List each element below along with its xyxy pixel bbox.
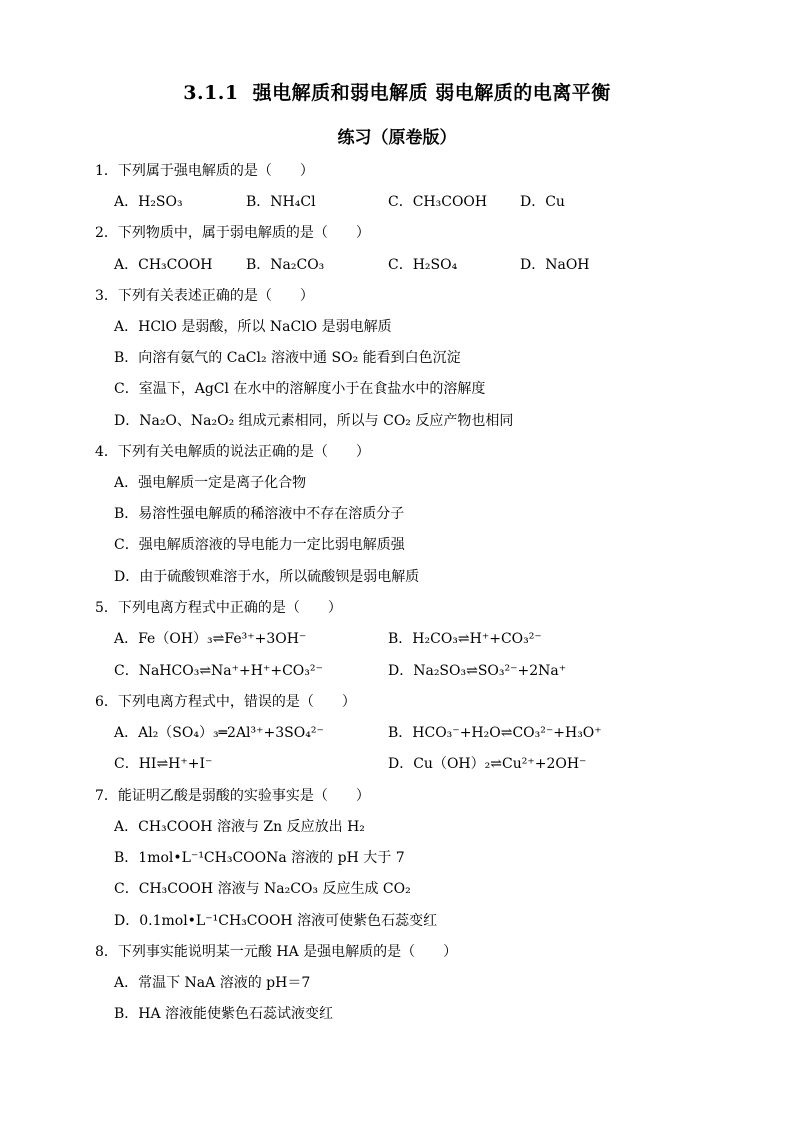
question-4-option-c: C．强电解质溶液的导电能力一定比弱电解质强 (114, 537, 405, 553)
question-6-option-d: D．Cu（OH）₂⇌Cu²⁺+2OH⁻ (388, 756, 587, 772)
question-1-option-d: D．Cu (520, 194, 565, 210)
question-4-stem: 4．下列有关电解质的说法正确的是（ ） (95, 444, 370, 460)
question-6-option-c: C．HI⇌H⁺+I⁻ (114, 756, 213, 772)
question-1-option-b: B．NH₄Cl (246, 194, 316, 210)
question-2-option-d: D．NaOH (520, 257, 590, 273)
question-2-option-b: B．Na₂CO₃ (246, 257, 325, 273)
question-3-option-c: C．室温下，AgCl 在水中的溶解度小于在食盐水中的溶解度 (114, 381, 486, 397)
question-5-option-d: D．Na₂SO₃⇌SO₃²⁻+2Na⁺ (388, 663, 567, 679)
question-7-stem: 7．能证明乙酸是弱酸的实验事实是（ ） (95, 788, 370, 804)
question-5-option-b: B．H₂CO₃⇌H⁺+CO₃²⁻ (388, 631, 542, 647)
question-1-option-a: A．H₂SO₃ (114, 194, 183, 210)
question-7-option-d: D．0.1mol•L⁻¹CH₃COOH 溶液可使紫色石蕊变红 (114, 913, 438, 929)
page-subtitle: 练习（原卷版） (337, 128, 457, 148)
question-8-option-a: A．常温下 NaA 溶液的 pH＝7 (114, 975, 311, 991)
page-title (0, 78, 794, 105)
question-1-stem: 1．下列属于强电解质的是（ ） (95, 163, 314, 179)
question-4-option-b: B．易溶性强电解质的稀溶液中不存在溶质分子 (114, 506, 405, 522)
question-7-option-b: B．1mol•L⁻¹CH₃COONa 溶液的 pH 大于 7 (114, 850, 405, 866)
question-3-stem: 3．下列有关表述正确的是（ ） (95, 288, 314, 304)
question-4-option-a: A．强电解质一定是离子化合物 (114, 475, 307, 491)
question-2-option-a: A．CH₃COOH (114, 257, 213, 273)
question-3-option-b: B．向溶有氨气的 CaCl₂ 溶液中通 SO₂ 能看到白色沉淀 (114, 350, 461, 366)
question-5-stem: 5．下列电离方程式中正确的是（ ） (95, 600, 342, 616)
section-title: 强电解质和弱电解质 弱电解质的电离平衡 (252, 82, 611, 104)
question-7-option-a: A．CH₃COOH 溶液与 Zn 反应放出 H₂ (114, 819, 365, 835)
question-2-stem: 2．下列物质中，属于弱电解质的是（ ） (95, 225, 370, 241)
question-2-option-c: C．H₂SO₄ (388, 257, 458, 273)
question-6-stem: 6．下列电离方程式中，错误的是（ ） (95, 694, 356, 710)
question-8-stem: 8．下列事实能说明某一元酸 HA 是强电解质的是（ ） (95, 944, 458, 960)
section-number: 3.1.1 (183, 82, 239, 104)
question-4-option-d: D．由于硫酸钡难溶于水，所以硫酸钡是弱电解质 (114, 569, 420, 585)
question-5-option-c: C．NaHCO₃⇌Na⁺+H⁺+CO₃²⁻ (114, 663, 323, 679)
question-1-option-c: C．CH₃COOH (388, 194, 488, 210)
question-3-option-d: D．Na₂O、Na₂O₂ 组成元素相同，所以与 CO₂ 反应产物也相同 (114, 413, 514, 429)
question-8-option-b: B．HA 溶液能使紫色石蕊试液变红 (114, 1006, 334, 1022)
question-6-option-b: B．HCO₃⁻+H₂O⇌CO₃²⁻+H₃O⁺ (388, 725, 602, 741)
question-6-option-a: A．Al₂（SO₄）₃═2Al³⁺+3SO₄²⁻ (114, 725, 324, 741)
question-7-option-c: C．CH₃COOH 溶液与 Na₂CO₃ 反应生成 CO₂ (114, 881, 411, 897)
question-3-option-a: A．HClO 是弱酸，所以 NaClO 是弱电解质 (114, 319, 392, 335)
question-5-option-a: A．Fe（OH）₃⇌Fe³⁺+3OH⁻ (114, 631, 307, 647)
